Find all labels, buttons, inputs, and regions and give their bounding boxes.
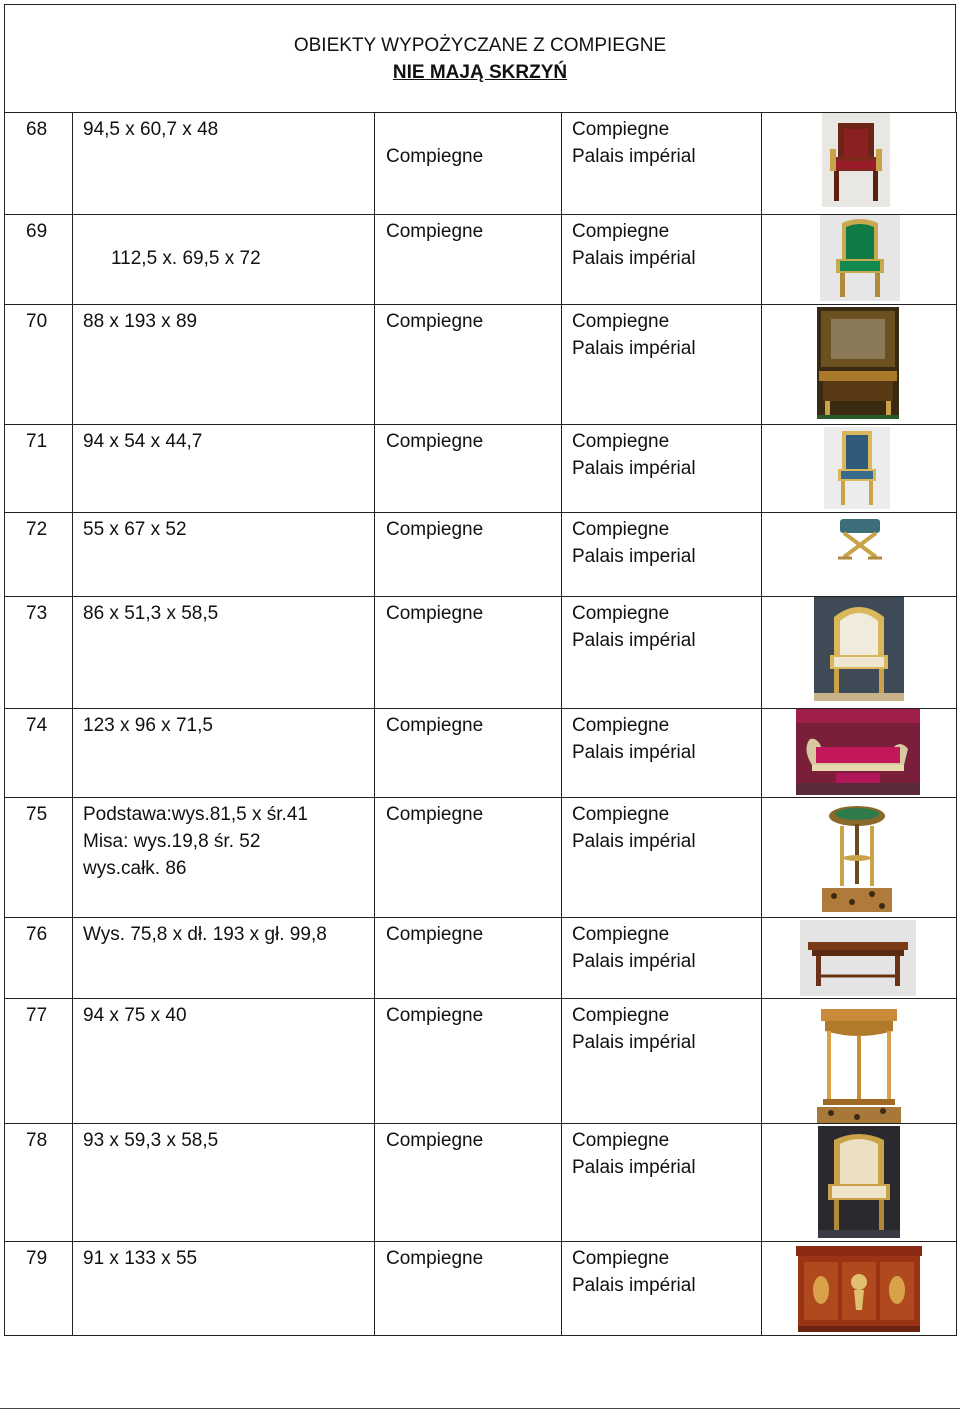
photo-cell xyxy=(762,1124,957,1242)
owner-institution: Palais impérial xyxy=(572,146,696,167)
owner-institution: Palais impérial xyxy=(572,630,696,651)
location-text: Compiegne xyxy=(386,715,484,736)
table-row xyxy=(5,113,957,215)
item-number: 79 xyxy=(26,1248,48,1269)
document-subtitle: NIE MAJĄ SKRZYŃ xyxy=(392,62,568,83)
photo-cell xyxy=(762,113,957,215)
location-text: Compiegne xyxy=(386,431,484,452)
owner-city: Compiegne xyxy=(572,924,670,945)
photo-cell xyxy=(762,305,957,425)
photo-cell xyxy=(762,999,957,1124)
dimensions-line: 88 x 193 x 89 xyxy=(83,311,198,332)
location-text: Compiegne xyxy=(386,221,484,242)
desk-icon xyxy=(817,307,899,419)
owner-institution: Palais impérial xyxy=(572,338,696,359)
item-number: 71 xyxy=(26,431,48,452)
location-cell xyxy=(375,425,562,513)
owner-cell xyxy=(562,215,762,305)
dimensions-line: 94 x 54 x 44,7 xyxy=(83,431,203,452)
table-row xyxy=(5,1124,957,1242)
washstand-icon xyxy=(822,798,892,912)
owner-institution: Palais impérial xyxy=(572,742,696,763)
owner-institution: Palais impérial xyxy=(572,1157,696,1178)
owner-institution: Palais impérial xyxy=(572,248,696,269)
item-number: 73 xyxy=(26,603,48,624)
inventory-table xyxy=(4,112,957,1336)
item-number-cell xyxy=(5,1242,73,1336)
owner-cell xyxy=(562,1242,762,1336)
item-number: 76 xyxy=(26,924,48,945)
dimensions-cell xyxy=(73,597,375,709)
photo-cell xyxy=(762,798,957,918)
dimensions-cell xyxy=(73,1124,375,1242)
location-text: Compiegne xyxy=(386,804,484,825)
table-row xyxy=(5,999,957,1124)
item-number: 70 xyxy=(26,311,48,332)
photo-cell xyxy=(762,918,957,999)
dimensions-line: 94 x 75 x 40 xyxy=(83,1005,187,1026)
dimensions-line: Podstawa:wys.81,5 x śr.41 xyxy=(83,804,308,825)
table-row xyxy=(5,425,957,513)
owner-city: Compiegne xyxy=(572,221,670,242)
location-cell xyxy=(375,597,562,709)
item-number-cell xyxy=(5,513,73,597)
owner-institution: Palais impérial xyxy=(572,1032,696,1053)
location-cell xyxy=(375,1124,562,1242)
dimensions-line: 112,5 x. 69,5 x 72 xyxy=(111,248,261,269)
owner-cell xyxy=(562,305,762,425)
dimensions-line: 123 x 96 x 71,5 xyxy=(83,715,213,736)
owner-city: Compiegne xyxy=(572,119,670,140)
console-icon xyxy=(817,1001,901,1123)
photo-cell xyxy=(762,1242,957,1336)
item-number-cell xyxy=(5,597,73,709)
table-row xyxy=(5,798,957,918)
photo-cell xyxy=(762,425,957,513)
photo-cell xyxy=(762,709,957,798)
item-number: 72 xyxy=(26,519,48,540)
dimensions-line xyxy=(83,218,374,245)
owner-city: Compiegne xyxy=(572,1005,670,1026)
owner-city: Compiegne xyxy=(572,603,670,624)
page-bottom-rule xyxy=(0,1408,960,1409)
table-row xyxy=(5,305,957,425)
item-number-cell xyxy=(5,999,73,1124)
item-number-cell xyxy=(5,798,73,918)
item-number-cell xyxy=(5,305,73,425)
item-number-cell xyxy=(5,918,73,999)
location-text: Compiegne xyxy=(386,519,484,540)
location-text: Compiegne xyxy=(386,603,484,624)
dimensions-line: 94,5 x 60,7 x 48 xyxy=(83,119,219,140)
owner-city: Compiegne xyxy=(572,804,670,825)
owner-city: Compiegne xyxy=(572,715,670,736)
item-number-cell xyxy=(5,113,73,215)
location-cell xyxy=(375,798,562,918)
dimensions-line: Wys. 75,8 x dł. 193 x gł. 99,8 xyxy=(83,924,327,945)
item-number-cell xyxy=(5,709,73,798)
dimensions-cell xyxy=(73,113,375,215)
owner-institution: Palais impérial xyxy=(572,1275,696,1296)
stool-icon xyxy=(832,515,888,563)
item-number: 74 xyxy=(26,715,48,736)
owner-city: Compiegne xyxy=(572,431,670,452)
chair-blue-icon xyxy=(824,427,890,509)
table-row xyxy=(5,597,957,709)
location-cell xyxy=(375,1242,562,1336)
dimensions-line: Misa: wys.19,8 śr. 52 xyxy=(83,831,261,852)
document-page xyxy=(4,4,956,1336)
item-number: 68 xyxy=(26,119,48,140)
item-number-cell xyxy=(5,215,73,305)
table-row xyxy=(5,513,957,597)
dimensions-cell xyxy=(73,709,375,798)
dimensions-line: 93 x 59,3 x 58,5 xyxy=(83,1130,219,1151)
table-row xyxy=(5,918,957,999)
armchair-green-icon xyxy=(820,215,900,301)
table-row xyxy=(5,709,957,798)
location-cell xyxy=(375,305,562,425)
dimensions-cell xyxy=(73,305,375,425)
bergere-icon xyxy=(818,1126,900,1238)
location-text: Compiegne xyxy=(386,311,484,332)
location-text: Compiegne xyxy=(386,924,484,945)
location-cell xyxy=(375,513,562,597)
dimensions-cell xyxy=(73,918,375,999)
dimensions-line: wys.całk. 86 xyxy=(83,858,187,879)
item-number-cell xyxy=(5,425,73,513)
owner-city: Compiegne xyxy=(572,1248,670,1269)
dimensions-line: 86 x 51,3 x 58,5 xyxy=(83,603,219,624)
location-cell xyxy=(375,215,562,305)
owner-cell xyxy=(562,513,762,597)
owner-cell xyxy=(562,999,762,1124)
dimensions-cell xyxy=(73,798,375,918)
location-cell xyxy=(375,709,562,798)
photo-cell xyxy=(762,597,957,709)
owner-cell xyxy=(562,918,762,999)
owner-cell xyxy=(562,1124,762,1242)
owner-city: Compiegne xyxy=(572,1130,670,1151)
cabinet-icon xyxy=(794,1244,924,1334)
item-number: 78 xyxy=(26,1130,48,1151)
location-text: Compiegne xyxy=(386,1130,484,1151)
dimensions-cell xyxy=(73,1242,375,1336)
item-number-cell xyxy=(5,1124,73,1242)
dimensions-cell xyxy=(73,513,375,597)
owner-cell xyxy=(562,425,762,513)
table-row xyxy=(5,215,957,305)
location-cell xyxy=(375,113,562,215)
dimensions-cell xyxy=(73,215,375,305)
owner-cell xyxy=(562,709,762,798)
daybed-icon xyxy=(796,709,920,795)
photo-cell xyxy=(762,215,957,305)
location-cell xyxy=(375,999,562,1124)
table-row xyxy=(5,1242,957,1336)
item-number: 69 xyxy=(26,221,48,242)
document-header xyxy=(4,4,956,112)
location-text: Compiegne xyxy=(386,146,484,167)
table-icon xyxy=(800,920,916,996)
armchair-red-icon xyxy=(822,113,890,207)
owner-cell xyxy=(562,113,762,215)
owner-institution: Palais imperial xyxy=(572,546,696,567)
item-number: 77 xyxy=(26,1005,48,1026)
dimensions-line: 91 x 133 x 55 xyxy=(83,1248,198,1269)
owner-cell xyxy=(562,798,762,918)
owner-city: Compiegne xyxy=(572,311,670,332)
owner-city: Compiegne xyxy=(572,519,670,540)
dimensions-cell xyxy=(73,425,375,513)
owner-cell xyxy=(562,597,762,709)
owner-institution: Palais impérial xyxy=(572,458,696,479)
photo-cell xyxy=(762,513,957,597)
document-title: OBIEKTY WYPOŻYCZANE Z COMPIEGNE xyxy=(293,35,667,56)
dimensions-line: 55 x 67 x 52 xyxy=(83,519,187,540)
item-number: 75 xyxy=(26,804,48,825)
location-text: Compiegne xyxy=(386,1248,484,1269)
location-cell xyxy=(375,918,562,999)
location-text: Compiegne xyxy=(386,1005,484,1026)
gondola-chair-icon xyxy=(814,597,904,701)
owner-institution: Palais impérial xyxy=(572,951,696,972)
owner-institution: Palais impérial xyxy=(572,831,696,852)
dimensions-cell xyxy=(73,999,375,1124)
